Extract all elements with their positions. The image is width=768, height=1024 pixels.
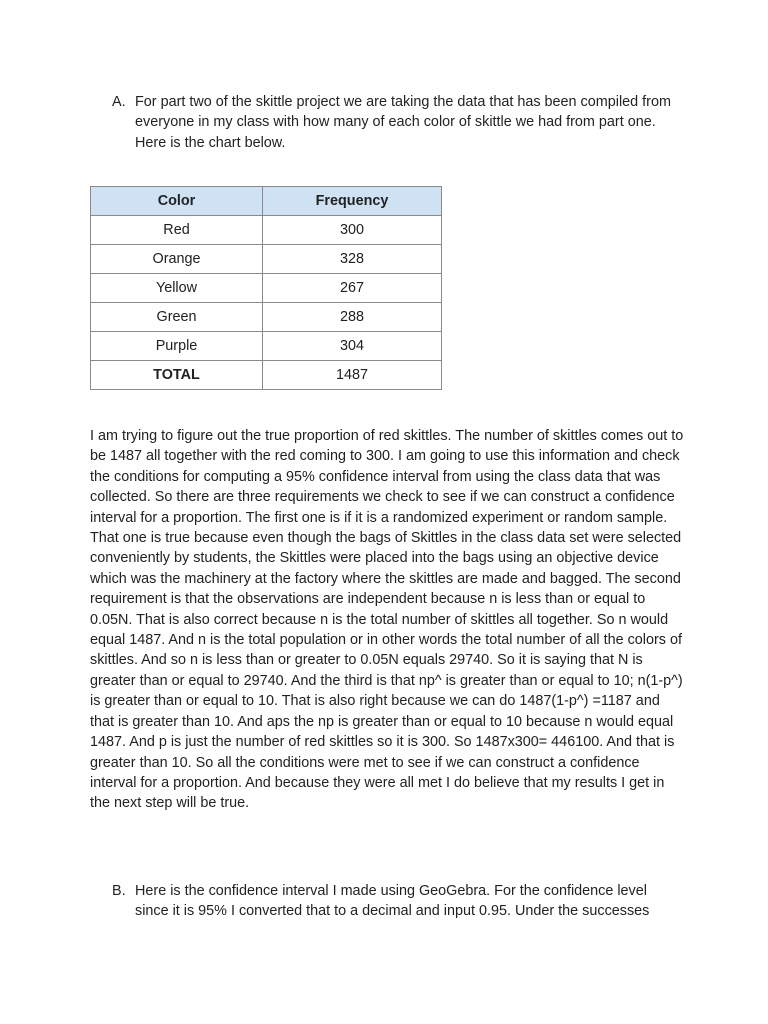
column-header-color: Color — [91, 187, 263, 216]
frequency-table — [90, 186, 442, 390]
total-label-cell: TOTAL — [91, 361, 263, 390]
color-cell: Orange — [91, 245, 263, 274]
frequency-cell: 267 — [263, 274, 442, 303]
color-cell: Green — [91, 303, 263, 332]
frequency-cell: 304 — [263, 332, 442, 361]
table-row — [91, 303, 442, 332]
table-row — [91, 216, 442, 245]
table-total-row — [91, 361, 442, 390]
color-cell: Yellow — [91, 274, 263, 303]
table-row — [91, 332, 442, 361]
list-text-b: Here is the confidence interval I made using GeoGebra. For the confidence level since it is 95% I converted that to a decimal and input 0.95. Under the successes — [135, 883, 650, 920]
color-cell: Red — [91, 216, 263, 245]
table-row — [91, 274, 442, 303]
body-paragraph: I am trying to figure out the true proportion of red skittles. The number of skittles comes out to be 1487 all together with the red coming to 300. I am going to use this information and check the conditions for computing a 95% confidence interval from using the class data that was collected. So there are three requirements we check to see if we can construct a confidence interval for a proportion. The first one is if it is a randomized experiment or random sample. That one is true because even though the bags of Skittles in the class data set were selected conveniently by students, the Skittles were placed into the bags using an objective device which was the machinery at the factory where the skittles are made and bagged. The second requirement is that the observations are independent because n is less than or equal to 0.05N. That is also correct because n is the total number of skittles all together. So n would equal 1487. And n is the total population or in other words the total number of all the colors of skittles. And so n is less than or greater to 0.05N equals 29740. So it is saying that N is greater than or equal to 29740. And the third is that np^ is greater than or equal to 10; n(1-p^) is greater than or equal to 10. That is also right because we can do 1487(1-p^) =1187 and that is greater than 10. And aps the np is greater than or equal to 10 because n would equal 1487. And p is just the number of red skittles so it is 300. So 1487x300= 446100. And that is greater than 10. So all the conditions were met to see if we can construct a confidence interval for a proportion. And because they were all met I do believe that my results I get in the next step will be true. — [90, 428, 684, 812]
list-text-a: For part two of the skittle project we are taking the data that has been compiled from everyone in my class with how many of each color of skittle we had from part one. Here is the chart below. — [135, 94, 671, 151]
frequency-cell: 288 — [263, 303, 442, 332]
table-row — [91, 245, 442, 274]
total-value-cell: 1487 — [263, 361, 442, 390]
list-marker-a: A. — [112, 94, 126, 110]
frequency-cell: 328 — [263, 245, 442, 274]
list-marker-b: B. — [112, 883, 126, 899]
column-header-frequency: Frequency — [263, 187, 442, 216]
list-item-a — [112, 92, 682, 153]
table-header-row — [91, 187, 442, 216]
color-cell: Purple — [91, 332, 263, 361]
list-item-b — [112, 881, 682, 922]
frequency-cell: 300 — [263, 216, 442, 245]
